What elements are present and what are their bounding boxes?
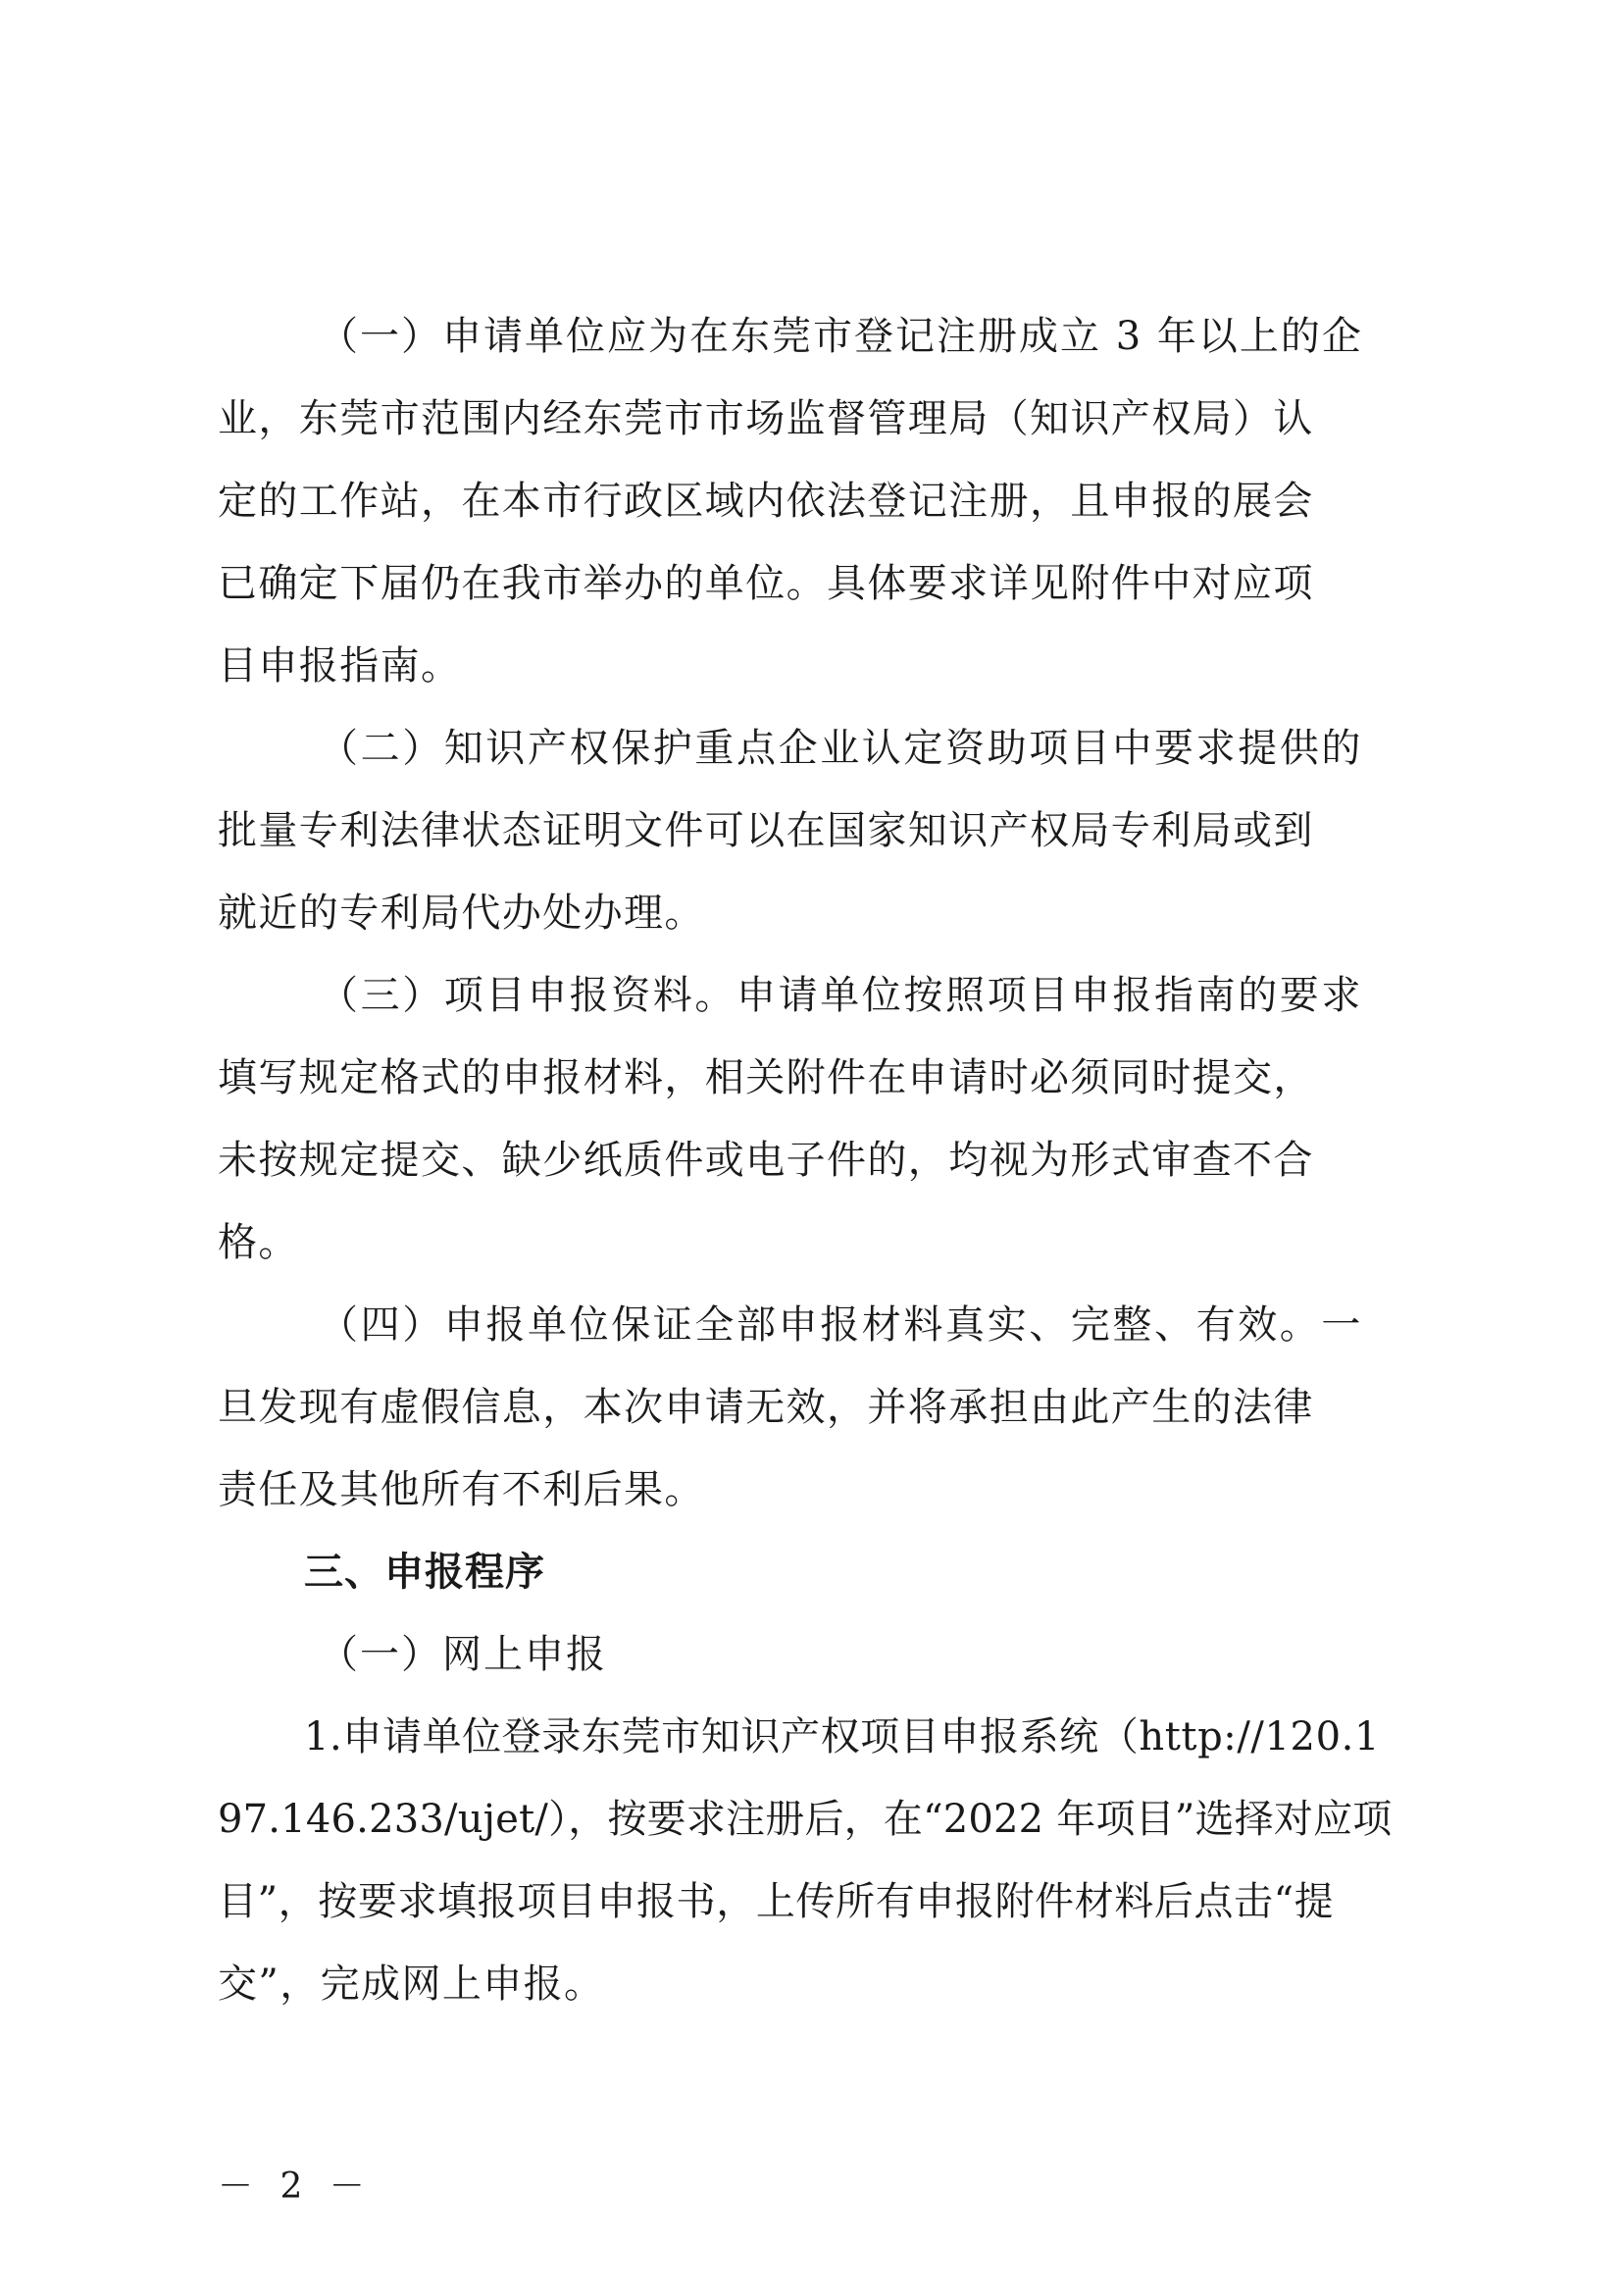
paragraph-4-line-1: （四）申报单位保证全部申报材料真实、完整、有效。一 — [319, 1302, 1363, 1348]
section-heading-3: 三、申报程序 — [304, 1550, 545, 1595]
paragraph-3-line-4: 格。 — [218, 1220, 299, 1265]
paragraph-5-line-1: 1.申请单位登录东莞市知识产权项目申报系统（http://120.1 — [304, 1714, 1381, 1759]
paragraph-5-line-4: 交”，完成网上申报。 — [218, 1962, 605, 2007]
paragraph-4-line-3: 责任及其他所有不利后果。 — [218, 1467, 705, 1512]
paragraph-1-line-4: 已确定下届仍在我市举办的单位。具体要求详见附件中对应项 — [218, 561, 1314, 606]
paragraph-1-line-1: （一）申请单位应为在东莞市登记注册成立 3 年以上的企 — [319, 314, 1363, 359]
paragraph-3-line-3: 未按规定提交、缺少纸质件或电子件的，均视为形式审查不合 — [218, 1138, 1314, 1183]
paragraph-2-line-1: （二）知识产权保护重点企业认定资助项目中要求提供的 — [319, 726, 1363, 771]
paragraph-5-line-2: 97.146.233/ujet/），按要求注册后，在“2022 年项目”选择对应项 — [218, 1797, 1393, 1842]
paragraph-2-line-3: 就近的专利局代办处办理。 — [218, 891, 705, 936]
page-number: － 2 － — [218, 2167, 373, 2207]
paragraph-3-line-1: （三）项目申报资料。申请单位按照项目申报指南的要求 — [319, 973, 1363, 1018]
paragraph-1-line-2: 业，东莞市范围内经东莞市市场监督管理局（知识产权局）认 — [218, 396, 1314, 441]
paragraph-2-line-2: 批量专利法律状态证明文件可以在国家知识产权局专利局或到 — [218, 808, 1314, 853]
paragraph-5-line-3: 目”，按要求填报项目申报书，上传所有申报附件材料后点击“提 — [218, 1879, 1335, 1924]
paragraph-4-line-2: 旦发现有虚假信息，本次申请无效，并将承担由此产生的法律 — [218, 1385, 1314, 1430]
paragraph-3-line-2: 填写规定格式的申报材料，相关附件在申请时必须同时提交， — [218, 1055, 1314, 1100]
paragraph-1-line-3: 定的工作站，在本市行政区域内依法登记注册，且申报的展会 — [218, 479, 1314, 524]
paragraph-1-line-5: 目申报指南。 — [218, 643, 462, 688]
subheading-online-application: （一）网上申报 — [319, 1632, 607, 1677]
